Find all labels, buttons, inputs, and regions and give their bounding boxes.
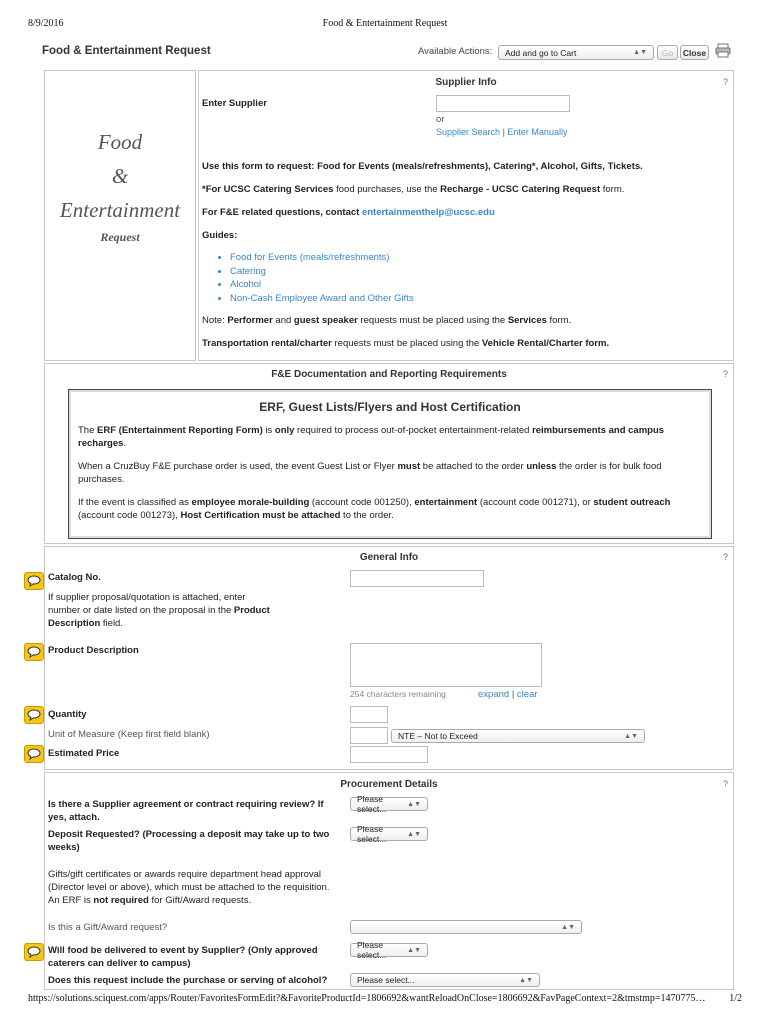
go-button[interactable]: Go: [657, 45, 678, 60]
uom-select[interactable]: [391, 729, 645, 743]
page-title: Food & Entertainment Request: [42, 45, 211, 57]
comment-bubble-icon[interactable]: [24, 706, 44, 724]
guide-link[interactable]: • Catering: [230, 265, 414, 279]
enter-manually-link[interactable]: Enter Manually: [507, 127, 568, 137]
uom-label: Unit of Measure (Keep first field blank): [48, 729, 210, 740]
food-delivery-question: Will food be delivered to event by Supplier? (Only approved caterers can deliver to campus): [48, 945, 318, 969]
gift-award-question: Is this a Gift/Award request?: [48, 922, 168, 933]
supplier-agreement-select[interactable]: [350, 794, 428, 814]
comment-bubble-icon[interactable]: [24, 745, 44, 763]
food-delivery-select[interactable]: [350, 940, 428, 960]
supplier-or: or: [436, 114, 445, 125]
clear-link[interactable]: clear: [516, 689, 538, 700]
catering-note: *For UCSC Catering Services food purchases, use the Recharge - UCSC Catering Request form.: [202, 184, 625, 195]
deposit-select[interactable]: [350, 824, 428, 844]
select-arrows-icon: ▲▼: [561, 923, 575, 931]
footer-url: https://solutions.sciquest.com/apps/Router/FavoritesFormEdit?&FavoriteProductId=1806692&wantReloadOnClose=1806692&FavPageContext=2&tmstmp=1470775…: [28, 993, 706, 1004]
uom-input[interactable]: [350, 727, 388, 744]
procurement-help-icon[interactable]: ?: [722, 779, 728, 789]
supplier-help-icon[interactable]: ?: [722, 77, 728, 87]
guide-link[interactable]: • Food for Events (meals/refreshments): [230, 251, 414, 265]
contact-text: For F&E related questions, contact entertainmenthelp@ucsc.edu: [202, 207, 495, 218]
quantity-input[interactable]: [350, 706, 388, 723]
uom-select-value: NTE – Not to Exceed: [398, 731, 478, 741]
fe-doc-heading: F&E Documentation and Reporting Requirements: [271, 369, 507, 380]
guides-label: Guides:: [202, 230, 238, 241]
close-button[interactable]: Close: [680, 45, 709, 60]
logo-line-request: Request: [100, 230, 140, 244]
erf-box-title: ERF, Guest Lists/Flyers and Host Certification: [259, 400, 521, 414]
quantity-label: Quantity: [48, 709, 87, 720]
comment-bubble-icon[interactable]: [24, 943, 44, 961]
estimated-price-input[interactable]: [350, 746, 428, 763]
logo-panel: [44, 70, 196, 361]
erf-paragraph-1: The ERF (Entertainment Reporting Form) is only required to process out-of-pocket entertainment-related reimbursements and campus recharges.: [78, 425, 665, 449]
general-info-help-icon[interactable]: ?: [722, 552, 728, 562]
catalog-note: If supplier proposal/quotation is attached, enter number or date listed on the proposal in the Product Description field.: [48, 592, 270, 629]
contact-email-link[interactable]: entertainmenthelp@ucsc.edu: [361, 207, 495, 218]
gift-note: Gifts/gift certificates or awards require department head approval (Director level or above), which must be attached to the requisition. An ERF is not required for Gift/Award requests.: [48, 869, 330, 906]
select-arrows-icon: ▲▼: [519, 976, 533, 984]
footer-page-number: 1/2: [729, 993, 742, 1004]
guide-link[interactable]: • Non-Cash Employee Award and Other Gifts: [230, 292, 414, 306]
enter-supplier-label: Enter Supplier: [202, 98, 267, 109]
catalog-input[interactable]: [350, 570, 484, 587]
catalog-label: Catalog No.: [48, 572, 101, 583]
guides-list: [202, 251, 414, 305]
select-arrows-icon: ▲▼: [407, 800, 421, 808]
comment-bubble-icon[interactable]: [24, 572, 44, 590]
select-value: Please select...: [357, 940, 387, 960]
logo-line-entertainment: Entertainment: [59, 198, 181, 222]
available-actions-select[interactable]: [498, 45, 654, 60]
link-separator: |: [502, 127, 505, 137]
print-date: 8/9/2016: [28, 18, 64, 29]
alcohol-select[interactable]: [350, 973, 540, 987]
select-arrows-icon: ▲▼: [624, 732, 638, 740]
fe-doc-help-icon[interactable]: ?: [722, 369, 728, 379]
gift-award-select[interactable]: [350, 920, 582, 934]
guide-link[interactable]: • Alcohol: [230, 278, 414, 292]
print-icon[interactable]: [715, 43, 731, 61]
select-arrows-icon: ▲▼: [407, 946, 421, 954]
use-form-text: Use this form to request: Food for Events (meals/refreshments), Catering*, Alcohol, Gifts, Tickets.: [202, 161, 643, 172]
supplier-agreement-question: Is there a Supplier agreement or contract requiring review? If yes, attach.: [48, 799, 324, 823]
product-description-label: Product Description: [48, 645, 139, 656]
performer-note: Note: Performer and guest speaker requests must be placed using the Services form.: [202, 315, 572, 326]
link-separator: |: [511, 689, 515, 700]
erf-paragraph-2: When a CruzBuy F&E purchase order is used, the event Guest List or Flyer must be attached to the order unless the order is for bulk food purchases.: [78, 461, 662, 485]
expand-link[interactable]: expand: [478, 689, 510, 700]
transportation-note: Transportation rental/charter requests must be placed using the Vehicle Rental/Charter form.: [202, 338, 610, 349]
print-title: Food & Entertainment Request: [322, 18, 448, 29]
alcohol-question: Does this request include the purchase or serving of alcohol?: [48, 975, 328, 986]
supplier-heading: Supplier Info: [435, 77, 497, 88]
general-info-heading: General Info: [359, 552, 419, 563]
available-actions-value: Add and go to Cart: [505, 47, 577, 58]
comment-bubble-icon[interactable]: [24, 643, 44, 661]
deposit-question: Deposit Requested? (Processing a deposit may take up to two weeks): [48, 829, 330, 853]
supplier-panel: [198, 70, 734, 361]
available-actions-label: Available Actions:: [418, 46, 493, 57]
select-value: Please select...: [357, 794, 387, 814]
select-arrows-icon: ▲▼: [633, 49, 647, 56]
select-value: Please select...: [357, 975, 415, 985]
erf-box: [68, 389, 712, 539]
logo-line-amp: &: [111, 164, 129, 188]
supplier-search-link[interactable]: Supplier Search: [436, 127, 501, 137]
fe-documentation-panel: [44, 363, 734, 544]
erf-paragraph-3: If the event is classified as employee morale-building (account code 001250), entertainment (account code 001271), or student outreach (account code 001273), Host Certification must be attached to the order.: [78, 497, 671, 521]
supplier-input[interactable]: [436, 95, 570, 112]
logo-line-food: Food: [97, 130, 143, 154]
procurement-heading: Procurement Details: [340, 779, 438, 790]
product-description-textarea[interactable]: [350, 643, 542, 687]
select-value: Please select...: [357, 824, 387, 844]
select-arrows-icon: ▲▼: [407, 830, 421, 838]
estimated-price-label: Estimated Price: [48, 748, 120, 759]
chars-remaining: 254 characters remaining: [350, 689, 446, 699]
